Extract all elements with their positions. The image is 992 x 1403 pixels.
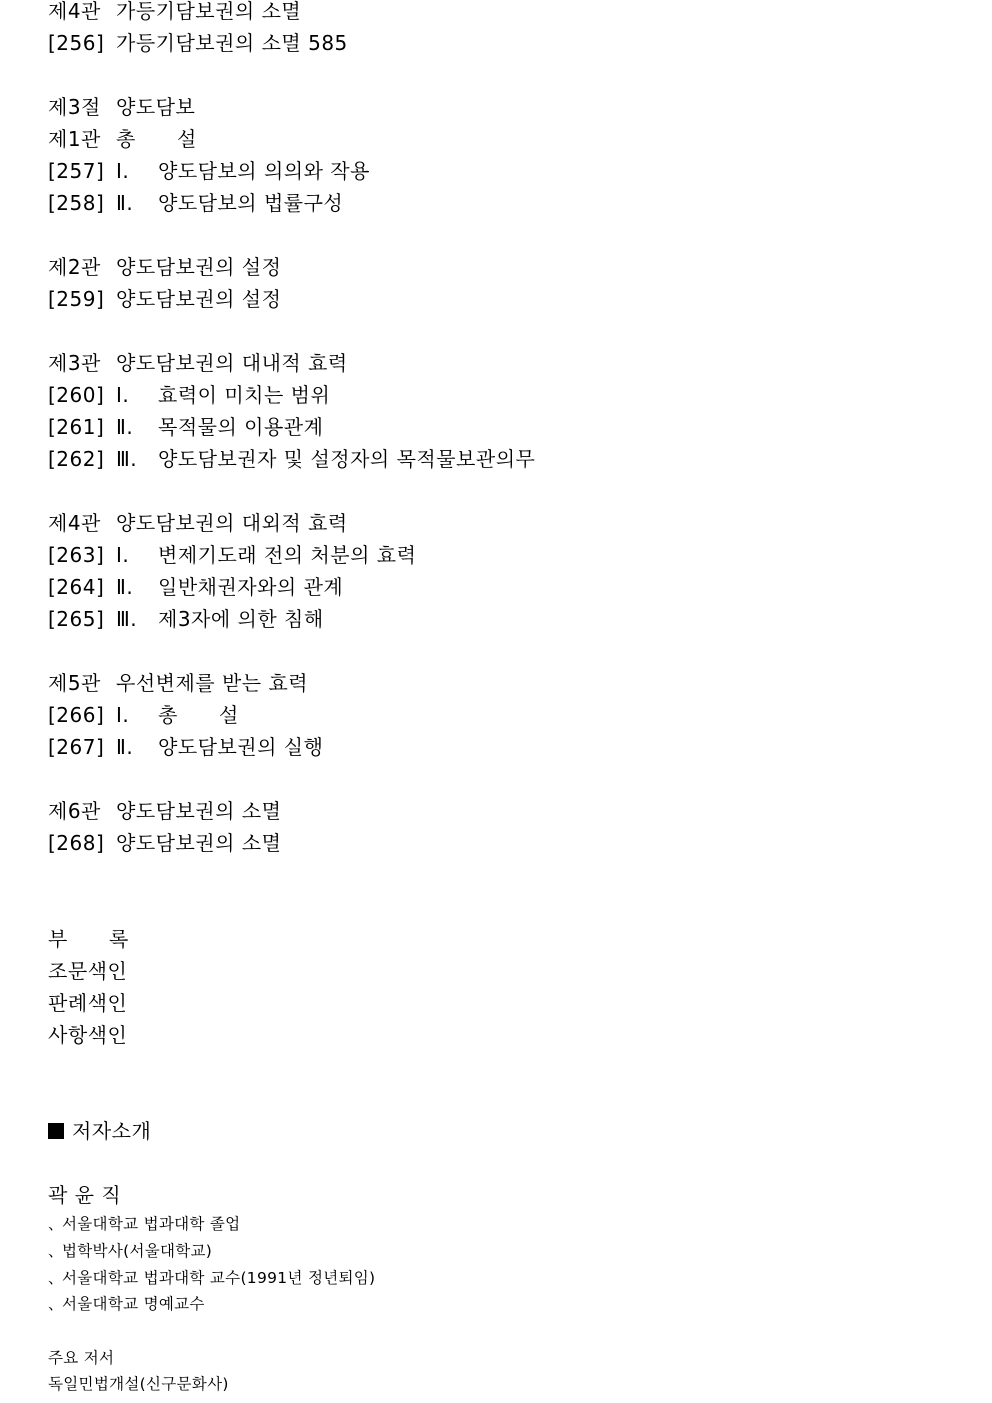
author-section-title: 저자소개	[72, 1119, 152, 1143]
career-text: 서울대학교 법과대학 졸업	[62, 1215, 241, 1233]
entry-title: 효력이 미치는 범위	[158, 383, 331, 407]
entry-title: 양도담보의 의의와 작용	[158, 159, 370, 183]
author-section-heading	[48, 1118, 151, 1144]
toc-section-heading	[48, 798, 281, 824]
career-item	[48, 1268, 375, 1288]
entry-roman-numeral: Ⅲ.	[116, 447, 138, 471]
toc-section-heading	[48, 510, 348, 536]
entry-number: [256]	[48, 31, 105, 55]
section-title: 총 설	[116, 127, 197, 151]
career-item	[48, 1241, 212, 1261]
entry-number: [259]	[48, 287, 105, 311]
section-number: 제1관	[48, 127, 101, 151]
toc-section-heading	[48, 350, 348, 376]
entry-number: [265]	[48, 607, 105, 631]
entry-title: 가등기담보권의 소멸 585	[116, 31, 348, 55]
entry-title: 제3자에 의한 침해	[158, 607, 324, 631]
works-item: 독일민법개설(신구문화사)	[48, 1375, 229, 1393]
author-name: 곽 윤 직	[48, 1183, 122, 1207]
entry-roman-numeral: Ⅱ.	[116, 191, 134, 215]
entry-title: 양도담보권의 소멸	[116, 831, 282, 855]
section-number: 제6관	[48, 799, 101, 823]
career-item	[48, 1294, 205, 1314]
toc-section-heading	[48, 126, 197, 152]
section-title: 우선변제를 받는 효력	[116, 671, 309, 695]
toc-entry	[48, 734, 323, 760]
entry-roman-numeral: Ⅰ.	[116, 703, 130, 727]
toc-entry	[48, 190, 343, 216]
section-number: 제5관	[48, 671, 101, 695]
bullet-icon: 、	[48, 1242, 64, 1260]
appendix-item: 사항색인	[48, 1023, 128, 1047]
entry-title: 일반채권자와의 관계	[158, 575, 344, 599]
toc-section-heading	[48, 254, 281, 280]
entry-roman-numeral: Ⅱ.	[116, 415, 134, 439]
toc-entry	[48, 30, 348, 56]
entry-number: [261]	[48, 415, 105, 439]
entry-roman-numeral: Ⅲ.	[116, 607, 138, 631]
entry-number: [257]	[48, 159, 105, 183]
toc-entry	[48, 542, 416, 568]
toc-entry	[48, 414, 323, 440]
career-item	[48, 1214, 240, 1234]
black-square-icon	[48, 1123, 64, 1139]
entry-title: 목적물의 이용관계	[158, 415, 324, 439]
entry-roman-numeral: Ⅰ.	[116, 383, 130, 407]
toc-entry	[48, 446, 535, 472]
bullet-icon: 、	[48, 1295, 64, 1313]
toc-entry	[48, 606, 324, 632]
section-title: 양도담보권의 설정	[116, 255, 282, 279]
entry-title: 양도담보의 법률구성	[158, 191, 344, 215]
toc-section-heading	[48, 94, 195, 120]
entry-number: [266]	[48, 703, 105, 727]
toc-entry	[48, 158, 370, 184]
entry-number: [258]	[48, 191, 105, 215]
section-number: 제3절	[48, 95, 101, 119]
toc-entry	[48, 574, 343, 600]
toc-entry	[48, 286, 281, 312]
bullet-icon: 、	[48, 1215, 64, 1233]
section-title: 양도담보권의 대내적 효력	[116, 351, 348, 375]
section-title: 양도담보권의 소멸	[116, 799, 282, 823]
toc-section-heading	[48, 0, 301, 24]
entry-roman-numeral: Ⅱ.	[116, 735, 134, 759]
entry-title: 양도담보권의 실행	[158, 735, 324, 759]
section-number: 제3관	[48, 351, 101, 375]
entry-number: [264]	[48, 575, 105, 599]
entry-roman-numeral: Ⅰ.	[116, 543, 130, 567]
career-text: 서울대학교 명예교수	[62, 1295, 205, 1313]
entry-title: 양도담보권의 설정	[116, 287, 282, 311]
section-title: 양도담보권의 대외적 효력	[116, 511, 348, 535]
career-text: 서울대학교 법과대학 교수(1991년 정년퇴임)	[62, 1269, 376, 1287]
entry-number: [267]	[48, 735, 105, 759]
entry-title: 양도담보권자 및 설정자의 목적물보관의무	[158, 447, 536, 471]
entry-number: [263]	[48, 543, 105, 567]
works-title: 주요 저서	[48, 1349, 115, 1367]
section-number: 제4관	[48, 0, 101, 23]
section-number: 제4관	[48, 511, 101, 535]
entry-number: [262]	[48, 447, 105, 471]
entry-title: 변제기도래 전의 처분의 효력	[158, 543, 417, 567]
toc-section-heading	[48, 670, 308, 696]
appendix-item: 판례색인	[48, 991, 128, 1015]
entry-roman-numeral: Ⅰ.	[116, 159, 130, 183]
entry-number: [268]	[48, 831, 105, 855]
entry-number: [260]	[48, 383, 105, 407]
career-text: 법학박사(서울대학교)	[62, 1242, 213, 1260]
appendix-title: 부 록	[48, 927, 129, 951]
toc-entry	[48, 702, 239, 728]
section-title: 가등기담보권의 소멸	[116, 0, 302, 23]
section-title: 양도담보	[116, 95, 196, 119]
bullet-icon: 、	[48, 1269, 64, 1287]
toc-entry	[48, 830, 281, 856]
appendix-item: 조문색인	[48, 959, 128, 983]
section-number: 제2관	[48, 255, 101, 279]
entry-roman-numeral: Ⅱ.	[116, 575, 134, 599]
entry-title: 총 설	[158, 703, 239, 727]
toc-entry	[48, 382, 330, 408]
